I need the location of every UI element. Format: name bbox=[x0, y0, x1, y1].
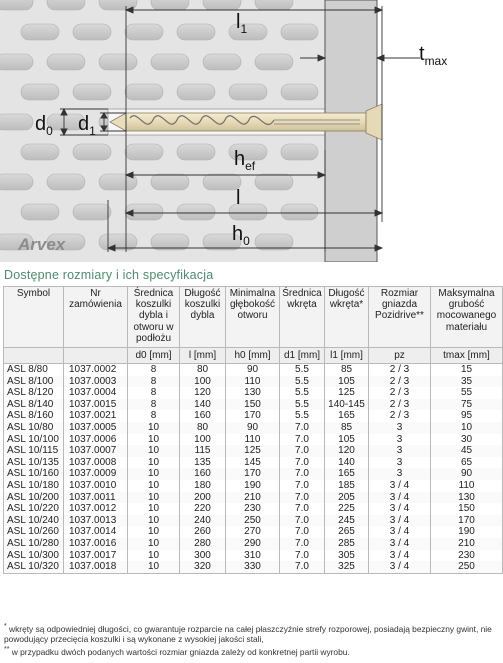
table-cell: 1037.0016 bbox=[64, 538, 128, 550]
table-cell: 7.0 bbox=[280, 538, 325, 550]
brick-slot bbox=[73, 84, 111, 100]
table-cell: 1037.0010 bbox=[64, 480, 128, 492]
table-cell: 75 bbox=[431, 399, 503, 411]
brick-slot bbox=[0, 0, 33, 10]
table-cell: ASL 10/160 bbox=[4, 468, 64, 480]
table-cell: 150 bbox=[431, 503, 503, 515]
table-cell: 105 bbox=[325, 434, 369, 446]
table-row bbox=[4, 399, 503, 411]
brick-slot bbox=[21, 84, 59, 100]
table-cell: ASL 10/240 bbox=[4, 515, 64, 527]
column-unit: h0 [mm] bbox=[226, 348, 280, 364]
table-cell: 110 bbox=[226, 376, 280, 388]
table-row bbox=[4, 538, 503, 550]
table-cell: ASL 10/100 bbox=[4, 434, 64, 446]
footnote-1 bbox=[4, 622, 501, 645]
table-cell: 10 bbox=[128, 480, 180, 492]
table-cell: 250 bbox=[431, 561, 503, 573]
table-cell: 220 bbox=[180, 503, 226, 515]
table-row bbox=[4, 457, 503, 469]
brick-slot bbox=[229, 204, 267, 220]
table-cell: 7.0 bbox=[280, 526, 325, 538]
column-header: Symbol bbox=[4, 287, 64, 348]
column-header: Nr zamówienia bbox=[64, 287, 128, 348]
table-cell: 160 bbox=[180, 410, 226, 422]
table-cell: 190 bbox=[226, 480, 280, 492]
table-cell: 7.0 bbox=[280, 515, 325, 527]
table-cell: 290 bbox=[226, 538, 280, 550]
footnotes bbox=[4, 622, 501, 657]
table-cell: 320 bbox=[180, 561, 226, 573]
table-cell: 15 bbox=[431, 364, 503, 376]
table-cell: 7.0 bbox=[280, 480, 325, 492]
table-cell: 180 bbox=[180, 480, 226, 492]
table-cell: 240 bbox=[180, 515, 226, 527]
table-row bbox=[4, 410, 503, 422]
table-cell: 8 bbox=[128, 410, 180, 422]
table-cell: 2 / 3 bbox=[369, 376, 431, 388]
column-header: Minimalna głębokość otworu bbox=[226, 287, 280, 348]
brick-slot bbox=[99, 54, 137, 70]
table-cell: 1037.0004 bbox=[64, 387, 128, 399]
table-cell: ASL 10/135 bbox=[4, 457, 64, 469]
column-unit: l [mm] bbox=[180, 348, 226, 364]
table-cell: 2 / 3 bbox=[369, 399, 431, 411]
table-cell: 45 bbox=[431, 445, 503, 457]
label-tmax: $t_{max}$ bbox=[419, 43, 448, 68]
table-cell: 90 bbox=[431, 468, 503, 480]
column-header: Długość koszulki dybla bbox=[180, 287, 226, 348]
table-row bbox=[4, 561, 503, 573]
table-cell: 230 bbox=[226, 503, 280, 515]
table-cell: 7.0 bbox=[280, 503, 325, 515]
dowel-technical-diagram bbox=[0, 0, 503, 262]
table-cell: ASL 10/320 bbox=[4, 561, 64, 573]
table-cell: ASL 8/120 bbox=[4, 387, 64, 399]
table-cell: 200 bbox=[180, 492, 226, 504]
table-cell: 1037.0005 bbox=[64, 422, 128, 434]
table-cell: 3 / 4 bbox=[369, 492, 431, 504]
table-cell: 8 bbox=[128, 376, 180, 388]
table-cell: 270 bbox=[226, 526, 280, 538]
table-cell: 305 bbox=[325, 550, 369, 562]
footnote-2-mark: ** bbox=[4, 645, 10, 653]
label-hef: $h_{ef}$ bbox=[234, 148, 256, 173]
table-row bbox=[4, 376, 503, 388]
table-cell: 125 bbox=[325, 387, 369, 399]
table-cell: ASL 10/300 bbox=[4, 550, 64, 562]
table-cell: 7.0 bbox=[280, 492, 325, 504]
column-header: Średnica wkręta bbox=[280, 287, 325, 348]
table-cell: 3 bbox=[369, 457, 431, 469]
table-cell: 110 bbox=[431, 480, 503, 492]
brick-slot bbox=[21, 144, 59, 160]
table-row bbox=[4, 445, 503, 457]
brick-slot bbox=[255, 174, 293, 190]
column-unit: d0 [mm] bbox=[128, 348, 180, 364]
table-cell: 3 / 4 bbox=[369, 538, 431, 550]
table-cell: 7.0 bbox=[280, 422, 325, 434]
table-cell: 140 bbox=[180, 399, 226, 411]
brick-slot bbox=[177, 24, 215, 40]
table-cell: 10 bbox=[128, 445, 180, 457]
table-cell: 30 bbox=[431, 434, 503, 446]
table-cell: 10 bbox=[128, 503, 180, 515]
section-title: Dostępne rozmiary i ich specyfikacja bbox=[4, 268, 214, 282]
table-cell: 310 bbox=[226, 550, 280, 562]
table-cell: 1037.0013 bbox=[64, 515, 128, 527]
column-unit: d1 [mm] bbox=[280, 348, 325, 364]
table-cell: 170 bbox=[431, 515, 503, 527]
table-cell: 2 / 3 bbox=[369, 364, 431, 376]
table-cell: 3 / 4 bbox=[369, 526, 431, 538]
table-cell: ASL 8/80 bbox=[4, 364, 64, 376]
column-unit: l1 [mm] bbox=[325, 348, 369, 364]
table-cell: 3 bbox=[369, 468, 431, 480]
table-cell: 10 bbox=[128, 468, 180, 480]
brick-slot bbox=[125, 84, 163, 100]
dowel-sleeve bbox=[126, 113, 366, 131]
table-cell: 80 bbox=[180, 364, 226, 376]
brick-slot bbox=[177, 84, 215, 100]
brick-slot bbox=[21, 24, 59, 40]
table-cell: 260 bbox=[180, 526, 226, 538]
table-cell: 325 bbox=[325, 561, 369, 573]
table-cell: ASL 10/115 bbox=[4, 445, 64, 457]
table-cell: 5.5 bbox=[280, 364, 325, 376]
table-cell: 190 bbox=[431, 526, 503, 538]
table-cell: 165 bbox=[325, 468, 369, 480]
table-cell: ASL 8/160 bbox=[4, 410, 64, 422]
table-cell: 1037.0012 bbox=[64, 503, 128, 515]
brick-slot bbox=[281, 24, 318, 40]
table-row bbox=[4, 364, 503, 376]
table-cell: 10 bbox=[128, 457, 180, 469]
table-row bbox=[4, 480, 503, 492]
table-cell: 1037.0021 bbox=[64, 410, 128, 422]
table-cell: 130 bbox=[226, 387, 280, 399]
table-cell: 300 bbox=[180, 550, 226, 562]
table-cell: ASL 10/280 bbox=[4, 538, 64, 550]
table-cell: 95 bbox=[431, 410, 503, 422]
table-cell: 135 bbox=[180, 457, 226, 469]
table-cell: 7.0 bbox=[280, 550, 325, 562]
column-unit: tmax [mm] bbox=[431, 348, 503, 364]
label-d0: $d_0$ bbox=[35, 113, 53, 138]
table-cell: 140-145 bbox=[325, 399, 369, 411]
table-cell: 1037.0003 bbox=[64, 376, 128, 388]
table-cell: 225 bbox=[325, 503, 369, 515]
table-cell: 100 bbox=[180, 434, 226, 446]
table-cell: 265 bbox=[325, 526, 369, 538]
table-cell: 1037.0017 bbox=[64, 550, 128, 562]
brick-slot bbox=[281, 144, 318, 160]
table-cell: ASL 10/200 bbox=[4, 492, 64, 504]
table-cell: 5.5 bbox=[280, 387, 325, 399]
table-cell: 7.0 bbox=[280, 434, 325, 446]
table-cell: 2 / 3 bbox=[369, 387, 431, 399]
table-cell: 1037.0014 bbox=[64, 526, 128, 538]
table-cell: 5.5 bbox=[280, 399, 325, 411]
table-row bbox=[4, 515, 503, 527]
table-cell: 35 bbox=[431, 376, 503, 388]
table-cell: 3 / 4 bbox=[369, 550, 431, 562]
table-cell: 1037.0015 bbox=[64, 399, 128, 411]
table-cell: 10 bbox=[128, 515, 180, 527]
table-cell: 10 bbox=[431, 422, 503, 434]
table-cell: 3 / 4 bbox=[369, 561, 431, 573]
brick-slot bbox=[47, 0, 85, 10]
table-cell: 3 bbox=[369, 445, 431, 457]
table-cell: 7.0 bbox=[280, 468, 325, 480]
table-cell: 8 bbox=[128, 364, 180, 376]
table-row bbox=[4, 492, 503, 504]
table-cell: 160 bbox=[180, 468, 226, 480]
table-cell: 125 bbox=[226, 445, 280, 457]
table-cell: 330 bbox=[226, 561, 280, 573]
table-cell: 170 bbox=[226, 410, 280, 422]
table-cell: 3 / 4 bbox=[369, 480, 431, 492]
table-cell: 85 bbox=[325, 364, 369, 376]
table-cell: 65 bbox=[431, 457, 503, 469]
table-cell: 1037.0011 bbox=[64, 492, 128, 504]
column-unit bbox=[4, 348, 64, 364]
table-cell: 55 bbox=[431, 387, 503, 399]
table-cell: ASL 10/260 bbox=[4, 526, 64, 538]
table-row bbox=[4, 503, 503, 515]
brick-slot bbox=[73, 24, 111, 40]
table-cell: 5.5 bbox=[280, 376, 325, 388]
footnote-2 bbox=[4, 645, 501, 657]
brick-slot bbox=[73, 144, 111, 160]
table-cell: 245 bbox=[325, 515, 369, 527]
brick-slot bbox=[125, 144, 163, 160]
table-cell: ASL 10/220 bbox=[4, 503, 64, 515]
table-cell: 90 bbox=[226, 364, 280, 376]
table-cell: 8 bbox=[128, 399, 180, 411]
table-cell: ASL 10/80 bbox=[4, 422, 64, 434]
table-row bbox=[4, 434, 503, 446]
table-cell: 170 bbox=[226, 468, 280, 480]
brick-slot bbox=[0, 114, 33, 130]
table-cell: 7.0 bbox=[280, 445, 325, 457]
table-cell: 210 bbox=[431, 538, 503, 550]
brick-slot bbox=[255, 54, 293, 70]
footnote-1-mark: * bbox=[4, 623, 7, 630]
brick-slot bbox=[151, 174, 189, 190]
table-row bbox=[4, 550, 503, 562]
table-row bbox=[4, 387, 503, 399]
table-header-row bbox=[4, 287, 503, 348]
brick-slot bbox=[229, 24, 267, 40]
table-cell: 1037.0008 bbox=[64, 457, 128, 469]
table-cell: 7.0 bbox=[280, 561, 325, 573]
brick-slot bbox=[177, 144, 215, 160]
brick-slot bbox=[73, 204, 111, 220]
table-row bbox=[4, 468, 503, 480]
table-cell: 285 bbox=[325, 538, 369, 550]
footnote-1-text: wkręty są odpowiedniej długości, co gwarantuje rozparcie na całej płaszczyźnie strefy rozporowej, posiadają bezpieczny gwint, nie powodujący przecięcia koszulki i są wykonane z wysokiej jakości stali, bbox=[4, 623, 492, 645]
brick-slot bbox=[47, 54, 85, 70]
table-cell: 105 bbox=[325, 376, 369, 388]
footnote-2-text: w przypadku dwóch podanych wartości rozmiar gniazda zależy od konkretnej partii wyrobu. bbox=[9, 646, 350, 657]
table-cell: 85 bbox=[325, 422, 369, 434]
table-cell: 120 bbox=[325, 445, 369, 457]
brick-slot bbox=[21, 204, 59, 220]
table-cell: 10 bbox=[128, 550, 180, 562]
table-cell: 10 bbox=[128, 538, 180, 550]
table-cell: 185 bbox=[325, 480, 369, 492]
column-unit: pz bbox=[369, 348, 431, 364]
table-cell: 7.0 bbox=[280, 457, 325, 469]
table-cell: 10 bbox=[128, 422, 180, 434]
table-cell: 280 bbox=[180, 538, 226, 550]
brick-slot bbox=[203, 0, 241, 10]
table-cell: 1037.0009 bbox=[64, 468, 128, 480]
brick-slot bbox=[151, 54, 189, 70]
table-cell: 10 bbox=[128, 561, 180, 573]
table-cell: 10 bbox=[128, 492, 180, 504]
column-header: Maksymalna grubość mocowanego materiału bbox=[431, 287, 503, 348]
label-h0: $h_0$ bbox=[232, 223, 250, 248]
specification-table bbox=[3, 286, 503, 574]
table-cell: 150 bbox=[226, 399, 280, 411]
table-cell: 120 bbox=[180, 387, 226, 399]
table-cell: 2 / 3 bbox=[369, 410, 431, 422]
brick-slot bbox=[0, 174, 33, 190]
table-cell: 8 bbox=[128, 387, 180, 399]
table-cell: 10 bbox=[128, 434, 180, 446]
table-cell: 1037.0018 bbox=[64, 561, 128, 573]
column-header: Rozmiar gniazda Pozidrive** bbox=[369, 287, 431, 348]
table-row bbox=[4, 526, 503, 538]
table-cell: ASL 10/180 bbox=[4, 480, 64, 492]
table-cell: 205 bbox=[325, 492, 369, 504]
table-cell: 80 bbox=[180, 422, 226, 434]
brick-slot bbox=[151, 0, 189, 10]
brick-slot bbox=[47, 174, 85, 190]
brick-slot bbox=[0, 54, 33, 70]
table-cell: 1037.0002 bbox=[64, 364, 128, 376]
table-cell: 230 bbox=[431, 550, 503, 562]
table-units-row bbox=[4, 348, 503, 364]
table-cell: 3 bbox=[369, 422, 431, 434]
label-l: l bbox=[236, 187, 241, 209]
column-unit bbox=[64, 348, 128, 364]
table-row bbox=[4, 422, 503, 434]
table-cell: 3 bbox=[369, 434, 431, 446]
brick-slot bbox=[203, 54, 241, 70]
table-cell: 250 bbox=[226, 515, 280, 527]
table-cell: ASL 8/140 bbox=[4, 399, 64, 411]
table-cell: ASL 8/100 bbox=[4, 376, 64, 388]
table-cell: 145 bbox=[226, 457, 280, 469]
label-l1: $l_1$ bbox=[236, 11, 248, 36]
brick-slot bbox=[229, 84, 267, 100]
table-cell: 100 bbox=[180, 376, 226, 388]
table-cell: 110 bbox=[226, 434, 280, 446]
column-header: Długość wkręta* bbox=[325, 287, 369, 348]
brick-slot bbox=[281, 84, 318, 100]
table-cell: 140 bbox=[325, 457, 369, 469]
arvex-logo: Arvex bbox=[18, 235, 66, 254]
table-cell: 10 bbox=[128, 526, 180, 538]
table-cell: 1037.0006 bbox=[64, 434, 128, 446]
table-cell: 5.5 bbox=[280, 410, 325, 422]
column-header: Średnica koszulki dybla i otworu w podłożu bbox=[128, 287, 180, 348]
label-d1: $d_1$ bbox=[78, 113, 96, 138]
table-cell: 130 bbox=[431, 492, 503, 504]
table-cell: 165 bbox=[325, 410, 369, 422]
table-cell: 90 bbox=[226, 422, 280, 434]
brick-slot bbox=[177, 204, 215, 220]
table-cell: 3 / 4 bbox=[369, 515, 431, 527]
brick-slot bbox=[281, 204, 318, 220]
table-cell: 210 bbox=[226, 492, 280, 504]
table-cell: 1037.0007 bbox=[64, 445, 128, 457]
brick-slot bbox=[255, 0, 293, 10]
table-cell: 3 / 4 bbox=[369, 503, 431, 515]
table-cell: 115 bbox=[180, 445, 226, 457]
brick-slot bbox=[125, 24, 163, 40]
